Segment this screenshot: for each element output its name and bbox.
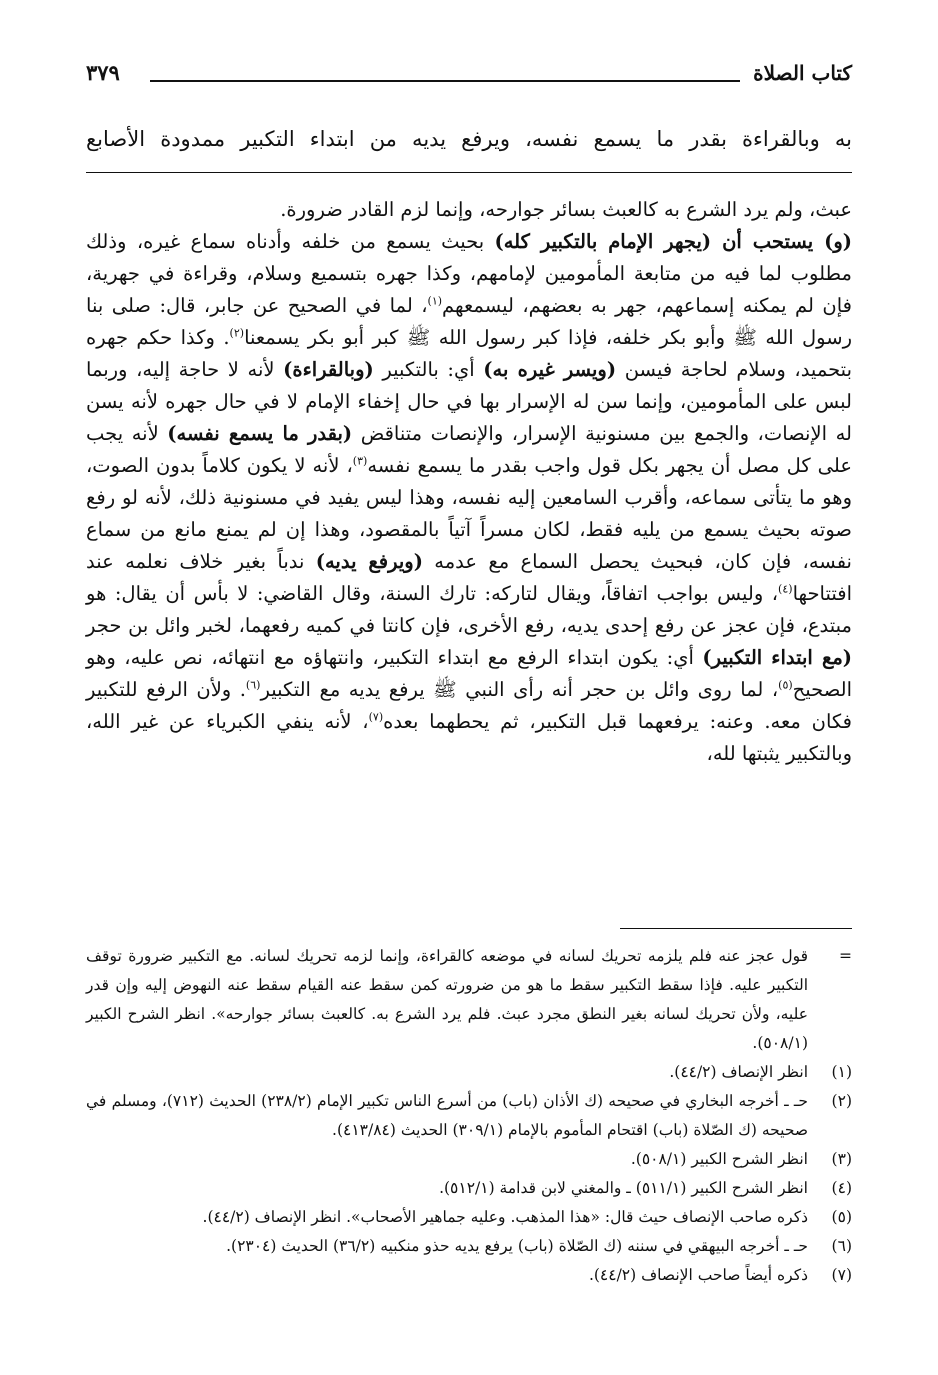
text-segment: . وكذا حكم جهره بتحميد، وسلام لحاجة فيسن bbox=[86, 326, 852, 381]
footnote-mark: = bbox=[839, 947, 852, 965]
text-segment: ، لما في الصحيح عن جابر، قال: صلى بنا رسول الله ﷺ وأبو بكر خلفه، فإذا كبر رسول الله ﷺ كبر أبو بكر يسمعنا bbox=[86, 294, 852, 349]
text-segment: ، لما روى وائل بن حجر أنه رأى النبي ﷺ يرفع يديه مع التكبير bbox=[260, 678, 779, 701]
footnote-text: حـ ـ أخرجه البخاري في صحيحه (ك الأذان (باب) من أسرع الناس تكبير الإمام (٢٣٨/٢) الحديث (٧١٢)، ومسلم في صحيحه (ك الصّلاة (باب) اقتحام المأموم بالإمام (٣٠٩/١) الحديث (٤١٣/٨٤). bbox=[86, 1092, 809, 1139]
text-segment: لأنه لا حاجة إليه، وربما لبس على المأمومين، وإنما سن له الإسرار بها في حال إخفاء الإمام لا في حال جهره لأنه يسن له الإنصات، والجمع بين مسنونية الإسرار، والإنصات متناقض bbox=[86, 358, 852, 445]
footnote bbox=[86, 1261, 852, 1290]
footnote-text: ذكره أيضاً صاحب الإنصاف (٤٤/٢). bbox=[588, 1266, 808, 1284]
footnote-text: قول عجز عنه فلم يلزمه تحريك لسانه في موضعه كالقراءة، وإنما لزمه تحريك لسانه. مع التكبير ضرورة توقف التكبير عليه. فإذا سقط التكبير سقط ما هو من ضرورته كمن سقط عنه القيام سقط عنه النهوض إليه وإن قدر عليه، ولأن تحريك لسانه بغير النطق مجرد عبث. فلم يرد الشرع به. كالعبث بسائر جوارحه». انظر الشرح الكبير (٥٠٨/١). bbox=[86, 947, 808, 1052]
text-segment: بحيث يسمع من خلفه وأدناه سماع غيره، وذلك مطلوب لما فيه من متابعة المأمومين لإمامهم، وكذا جهره بتسميع وسلام، وقراءة في جهرية، فإن لم يمكنه إسماعهم، جهر به بعضهم، ليسمعهم bbox=[86, 230, 853, 317]
footnote-ref: (٦) bbox=[245, 678, 261, 692]
footnote bbox=[86, 942, 852, 1058]
text-segment: ، لأنه ينفي الكبرياء عن غير الله، وبالتكبير يثبتها لله، bbox=[86, 710, 852, 765]
text-segment: . ولأن الرفع للتكبير فكان معه. وعنه: يرفعهما قبل التكبير، ثم يحطهما بعده bbox=[86, 678, 852, 733]
footnote bbox=[86, 1087, 852, 1145]
footnote-mark: (٢) bbox=[831, 1092, 852, 1110]
footnote bbox=[86, 1174, 852, 1203]
footnote-mark: (٦) bbox=[831, 1237, 852, 1255]
matn-quote: (وبالقراءة) bbox=[283, 358, 374, 381]
paragraph-2 bbox=[86, 226, 852, 770]
footnote-mark: (١) bbox=[831, 1063, 852, 1081]
footnotes bbox=[86, 942, 852, 1290]
footnote-ref: (٣) bbox=[352, 454, 368, 468]
matn-divider bbox=[86, 172, 852, 173]
footnote-ref: (٤) bbox=[778, 582, 793, 596]
footnote-text: انظر الشرح الكبير (٥٠٨/١). bbox=[630, 1150, 808, 1168]
matn-quote: (ويرفع يديه) bbox=[315, 550, 423, 573]
paragraph-1: عبث، ولم يرد الشرع به كالعبث بسائر جوارحه، وإنما لزم القادر ضرورة. bbox=[280, 198, 852, 221]
text-segment: ندباً بغير خلاف نعلمه عند افتتاحها bbox=[86, 550, 852, 605]
footnote-text: انظر الشرح الكبير (٥١١/١) ـ والمغني لابن قدامة (٥١٢/١). bbox=[439, 1179, 808, 1197]
footnote-mark: (٥) bbox=[831, 1208, 852, 1226]
footnote bbox=[86, 1058, 852, 1087]
text-segment: (و) يستحب أن bbox=[711, 230, 852, 253]
footnote-ref: (٥) bbox=[778, 678, 793, 692]
footnote-mark: (٧) bbox=[831, 1266, 852, 1284]
header-rule bbox=[150, 80, 740, 82]
footnote-mark: (٤) bbox=[831, 1179, 852, 1197]
text-segment: ، لأنه لا يكون كلاماً بدون الصوت، وهو ما يتأتى سماعه، وأقرب السامعين إليه نفسه، وهذا ليس يفيد في مسنونية ذلك، لأنه لو رفع صوته بحيث يسمع من يليه فقط، لكان مسراً آتياً بالمقصود، وهذا إن لم يمنع مانع من سماع نفسه، فإن كان، فبحيث يحصل السماع مع عدمه bbox=[86, 454, 852, 573]
matn-quote: (بقدر ما يسمع نفسه) bbox=[167, 422, 353, 445]
text-segment: أي: يكون ابتداء الرفع مع ابتداء التكبير، وانتهاؤه مع انتهائه، نص عليه، وهو الصحيح bbox=[86, 646, 852, 701]
footnote-ref: (٧) bbox=[368, 710, 384, 724]
footnote bbox=[86, 1203, 852, 1232]
matn-quote: (يجهر الإمام بالتكبير كله) bbox=[494, 230, 712, 253]
footnote-ref: (٢) bbox=[229, 326, 245, 340]
footnote-ref: (١) bbox=[427, 294, 443, 308]
footnote-mark: (٣) bbox=[831, 1150, 852, 1168]
text-segment: أي: بالتكبير bbox=[373, 358, 484, 381]
page-number: ٣٧٩ bbox=[86, 60, 120, 85]
matn-line: به وبالقراءة بقدر ما يسمع نفسه، ويرفع يديه من ابتداء التكبير ممدودة الأصابع bbox=[86, 127, 852, 151]
footnote-text: حـ ـ أخرجه البيهقي في سننه (ك الصّلاة (باب) يرفع يديه حذو منكبيه (٣٦/٢) الحديث (٢٣٠٤). bbox=[226, 1237, 808, 1255]
footnote bbox=[86, 1232, 852, 1261]
footnote bbox=[86, 1145, 852, 1174]
chapter-title: كتاب الصلاة bbox=[753, 61, 852, 85]
commentary-text bbox=[86, 194, 852, 770]
page-header bbox=[86, 60, 852, 88]
matn-quote: (ويسر غيره به) bbox=[483, 358, 617, 381]
matn-quote: (مع ابتداء التكبير) bbox=[702, 646, 852, 669]
footnote-divider bbox=[620, 928, 852, 929]
text-segment: ، وليس بواجب اتفاقاً، ويقال لتاركه: تارك السنة، وقال القاضي: لا بأس أن يقال: هو مبتدع، فإن عجز عن رفع إحدى يديه، رفع الأخرى، فإن كانتا في كميه رفعهما، لخبر وائل بن حجر bbox=[86, 582, 852, 637]
footnote-text: انظر الإنصاف (٤٤/٢). bbox=[669, 1063, 808, 1081]
text-segment: لأنه يجب على كل مصل أن يجهر بكل قول واجب بقدر ما يسمع نفسه bbox=[86, 422, 852, 477]
footnote-text: ذكره صاحب الإنصاف حيث قال: «هذا المذهب. وعليه جماهير الأصحاب». انظر الإنصاف (٤٤/٢). bbox=[202, 1208, 808, 1226]
